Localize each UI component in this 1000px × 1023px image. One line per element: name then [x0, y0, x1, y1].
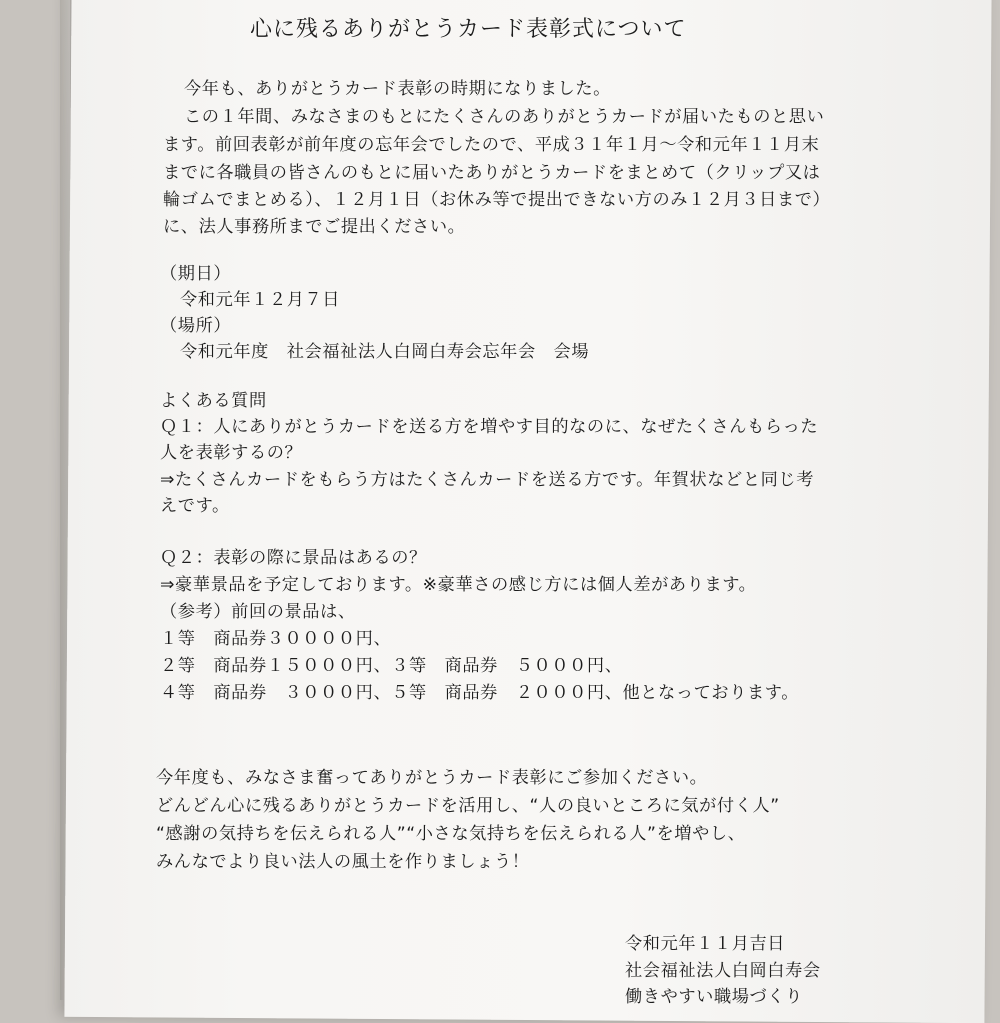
q2-line: Ｑ２：表彰の際に景品はあるの？	[160, 548, 427, 568]
intro-line-1: 今年も、ありがとうカード表彰の時期になりました。	[184, 79, 611, 99]
date-heading: （期日）	[160, 264, 232, 284]
document-title: 心に残るありがとうカード表彰式について	[250, 17, 687, 42]
q1-line-2: 人を表彰するの？	[160, 443, 303, 463]
signature-org: 社会福祉法人白岡白寿会	[625, 961, 821, 981]
date-value: 令和元年１２月７日	[180, 290, 341, 310]
closing-line-3: “感謝の気持ちを伝えられる人”“小さな気持ちを伝えられる人”を増やし、	[156, 824, 746, 844]
faq-heading: よくある質問	[160, 391, 267, 411]
a1-line-2: えです。	[160, 496, 230, 516]
intro-line-5: 輪ゴムでまとめる）、１２月１日（お休み等で提出できない方のみ１２月３日まで）	[163, 190, 831, 210]
prize-line-1: １等 商品券３００００円、	[160, 629, 392, 649]
prize-line-3: ４等 商品券 ３０００円、５等 商品券 ２０００円、他となっております。	[160, 683, 799, 703]
intro-line-2: この１年間、みなさまのもとにたくさんのありがとうカードが届いたものと思い	[184, 107, 825, 127]
closing-line-4: みんなでより良い法人の風土を作りましょう！	[156, 852, 530, 872]
place-value: 令和元年度 社会福祉法人白岡白寿会忘年会 会場	[180, 342, 590, 362]
q1-line-1: Ｑ１：人にありがとうカードを送る方を増やす目的なのに、なぜたくさんもらった	[160, 417, 819, 437]
a2-line: ⇒豪華景品を予定しております。※豪華さの感じ方には個人差があります。	[160, 575, 757, 595]
intro-line-4: までに各職員の皆さんのもとに届いたありがとうカードをまとめて（クリップ又は	[163, 163, 821, 183]
place-heading: （場所）	[160, 316, 232, 336]
signature-date: 令和元年１１月吉日	[625, 934, 786, 954]
a1-line-1: ⇒たくさんカードをもらう方はたくさんカードを送る方です。年賀状などと同じ考	[160, 470, 814, 490]
prize-line-2: ２等 商品券１５０００円、３等 商品券 ５０００円、	[160, 656, 623, 676]
closing-line-1: 今年度も、みなさま奮ってありがとうカード表彰にご参加ください。	[156, 768, 708, 788]
closing-line-2: どんどん心に残るありがとうカードを活用し、“人の良いところに気が付く人”	[156, 796, 780, 816]
signature-dept: 働きやすい職場づくり	[625, 987, 803, 1007]
intro-line-6: に、法人事務所までご提出ください。	[163, 217, 466, 237]
prizes-intro: （参考）前回の景品は、	[160, 602, 356, 622]
intro-line-3: ます。前回表彰が前年度の忘年会でしたので、平成３１年１月～令和元年１１月末	[163, 135, 820, 155]
